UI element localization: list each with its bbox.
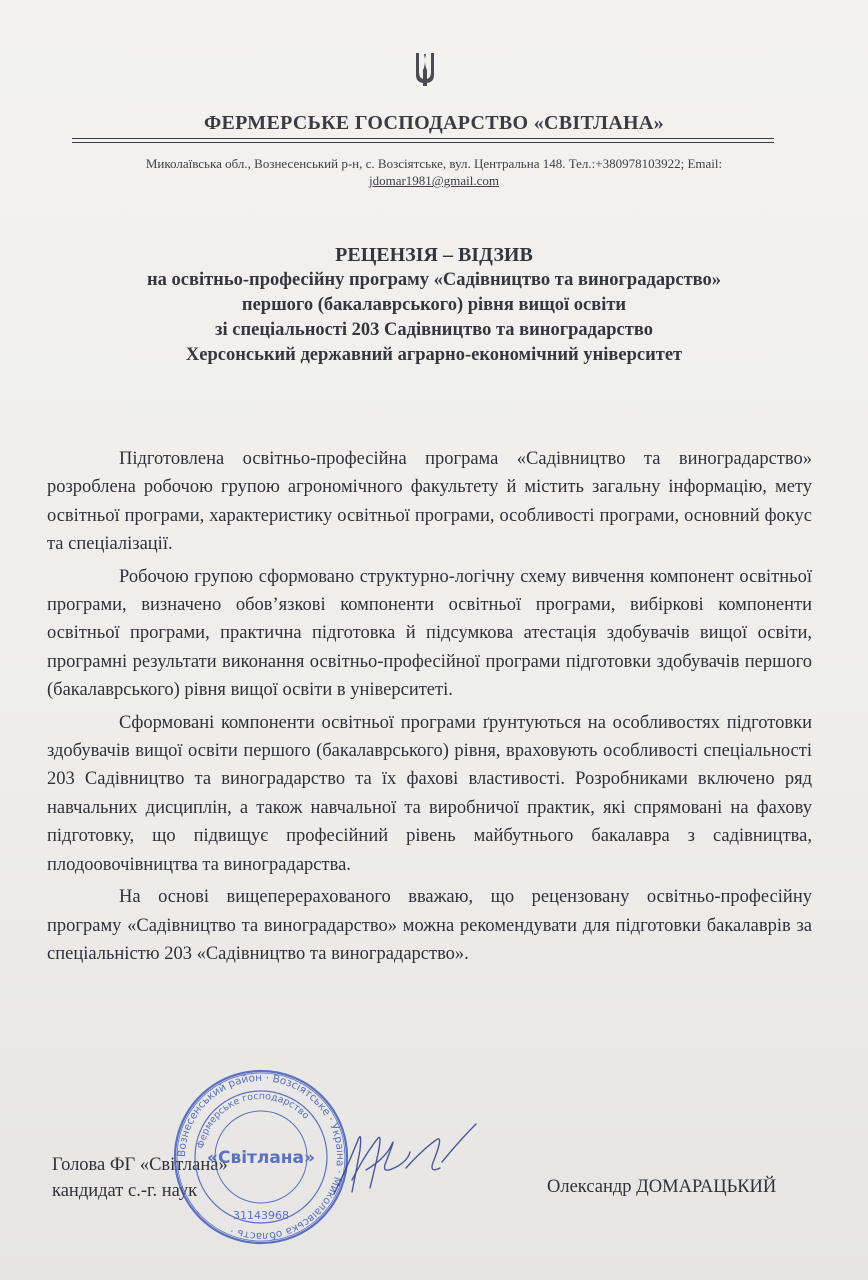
heading-line-3: першого (бакалаврського) рівня вищої освіти xyxy=(241,295,627,315)
document-heading xyxy=(0,242,868,368)
handwritten-signature xyxy=(326,1110,486,1210)
heading-title: РЕЦЕНЗІЯ – ВІДЗИВ xyxy=(335,244,533,266)
heading-line-4: зі спеціальності 203 Садівництво та виноградарство xyxy=(215,320,653,340)
signatory-name: Олександр ДОМАРАЦЬКИЙ xyxy=(547,1177,777,1197)
paragraph-2: Робочою групою сформовано структурно-логічну схему вивчення компонент освітньої програми, визначено обов’язкові компоненти освітньої програми, вибіркові компоненти освітньої програми, практична підготовка й підсумкова атестація здобувачів вищої освіти, програмні результати виконання освітньо-професійної програми підготовки здобувачів першого (бакалаврського) рівня вищої освіти в університеті. xyxy=(47,566,812,701)
header-divider-thin xyxy=(72,142,774,143)
paragraph-4: На основі вищеперерахованого вважаю, що рецензовану освітньо-професійну програму «Садівництво та виноградарство» можна рекомендувати для підготовки бакалаврів за спеціальністю 203 «Садівництво та виноградарство». xyxy=(47,887,812,964)
paragraph-1: Підготовлена освітньо-професійна програма «Садівництво та виноградарство» розроблена робочою групою агрономічного факультету й містить загальну інформацію, мету освітньої програми, характеристику освітньої програми, особливості програми, основний фокус та спеціалізації. xyxy=(47,449,812,555)
email-link[interactable]: jdomar1981@gmail.com xyxy=(368,173,500,188)
heading-line-2: на освітньо-професійну програму «Садівництво та виноградарство» xyxy=(146,270,722,290)
stamp-center-text: «Світлана» xyxy=(206,1148,316,1168)
organization-address: Миколаївська обл., Вознесенський р-н, с. Возсіятське, вул. Центральна 148. Тел.:+380978103922; Email: xyxy=(145,156,723,171)
heading-line-5: Херсонський державний аграрно-економічний університет xyxy=(185,345,683,365)
stamp-inner-textpath: Фермерське господарство xyxy=(195,1090,312,1150)
trident-emblem-icon xyxy=(412,50,438,88)
position-line-1: Голова ФГ «Світлана» xyxy=(52,1155,228,1175)
stamp-code: 31143968 xyxy=(233,1209,289,1222)
organization-title: ФЕРМЕРСЬКЕ ГОСПОДАРСТВО «СВІТЛАНА» xyxy=(204,112,664,134)
review-body xyxy=(47,445,812,972)
email-line xyxy=(0,173,868,189)
stamp-outer-textpath: Вознесенський район · Возсіятське · Україна · Миколаївська область · xyxy=(175,1071,347,1243)
official-stamp xyxy=(172,1068,350,1246)
position-line-2: кандидат с.-г. наук xyxy=(52,1181,198,1201)
header-divider xyxy=(72,138,774,139)
paragraph-3: Сформовані компоненти освітньої програми ґрунтуються на особливостях підготовки здобувачів вищої освіти першого (бакалаврського) рівня, враховують особливості спеціальності 203 Садівництво та виноградарство та їх фахові властивості. Розробниками включено ряд навчальних дисциплін, а також навчальної та виробничої практик, які спрямовані на фахову підготовку, що підвищує професійний рівень майбутнього бакалавра з садівництва, плодоовочівництва та виноградарства. xyxy=(47,712,812,875)
